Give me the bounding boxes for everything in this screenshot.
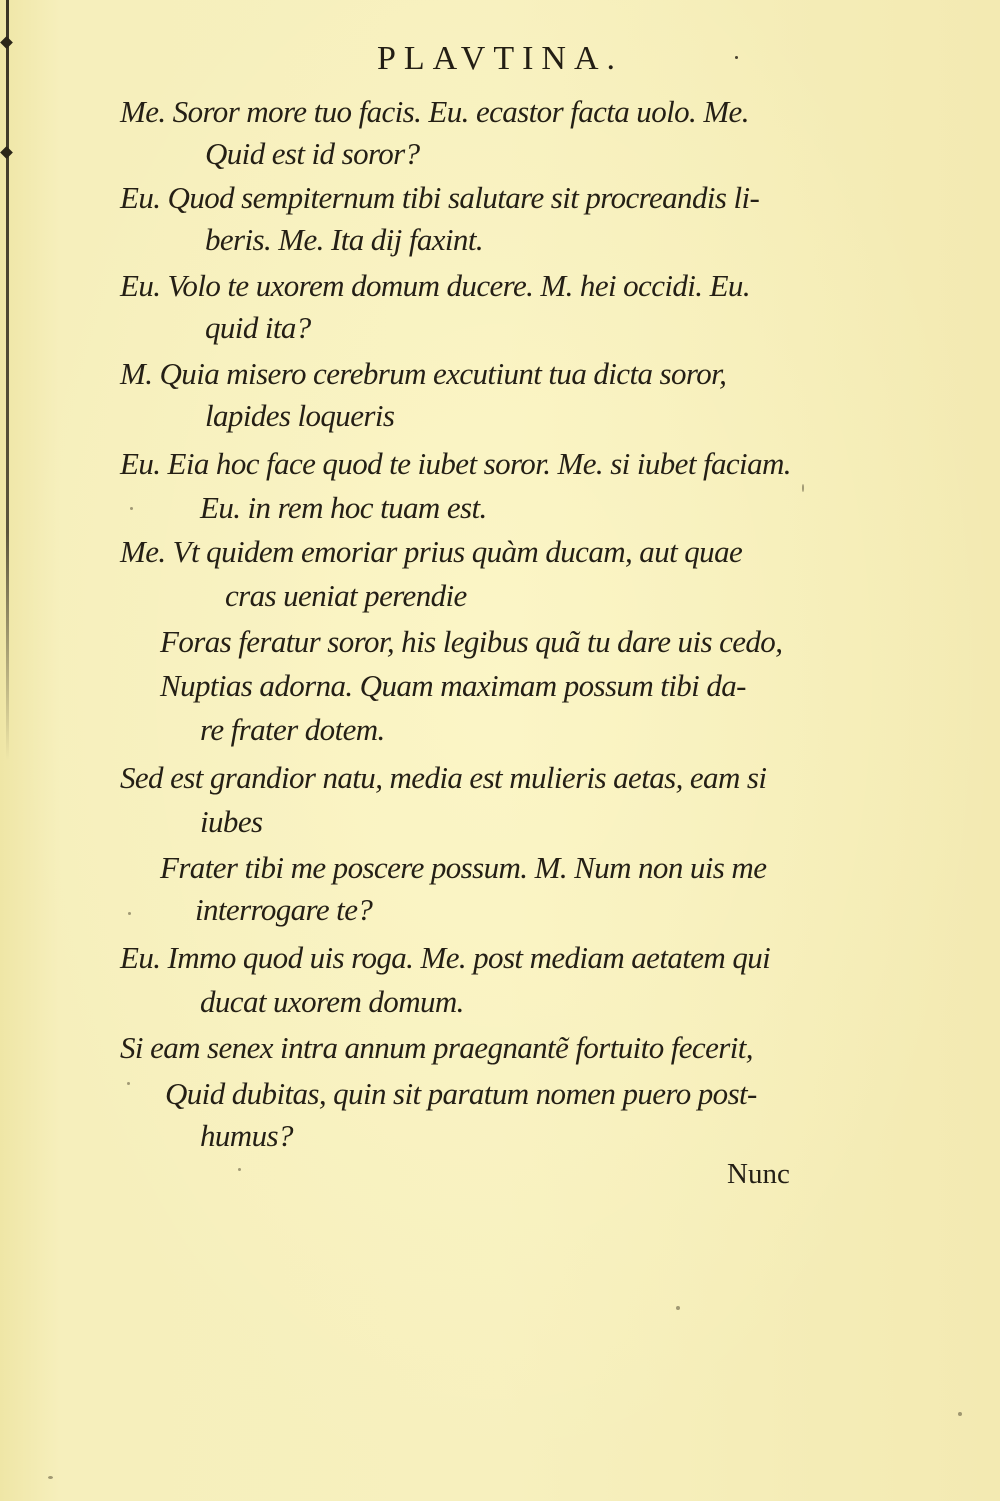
text-line: Eu. Volo te uxorem domum ducere. M. hei occidi. Eu. (120, 268, 750, 303)
binding-edge (6, 0, 9, 760)
text-line: Eu. Immo quod uis roga. Me. post mediam aetatem qui (120, 940, 771, 975)
text-line: Nuptias adorna. Quam maximam possum tibi da- (160, 668, 746, 703)
text-line: iubes (200, 804, 263, 839)
text-line: Me. Vt quidem emoriar prius quàm ducam, aut quae (120, 534, 743, 569)
text-line: Frater tibi me poscere possum. M. Num non uis me (160, 850, 767, 885)
ink-speck (958, 1412, 962, 1416)
text-line: Si eam senex intra annum praegnantẽ fortuito fecerit, (120, 1030, 753, 1065)
catchword: Nunc (727, 1158, 790, 1190)
ink-speck (48, 1476, 53, 1479)
ink-speck (127, 1082, 130, 1085)
text-line: beris. Me. Ita dij faxint. (205, 222, 483, 257)
text-line: Eu. Eia hoc face quod te iubet soror. Me. si iubet faciam. (120, 446, 791, 481)
ink-speck (802, 484, 804, 492)
text-line: lapides loqueris (205, 398, 395, 433)
ink-speck (735, 56, 738, 59)
running-header: PLAVTINA. (376, 40, 624, 77)
text-line: Quid dubitas, quin sit paratum nomen puero post- (165, 1076, 757, 1111)
ink-speck (130, 507, 133, 510)
text-line: Eu. Quod sempiternum tibi salutare sit procreandis li- (120, 180, 760, 215)
text-line: re frater dotem. (200, 712, 385, 747)
ink-speck (128, 912, 131, 915)
text-line: Foras feratur soror, his legibus quã tu dare uis cedo, (160, 624, 783, 659)
text-line: Sed est grandior natu, media est mulieris aetas, eam si (120, 760, 767, 795)
text-line: Me. Soror more tuo facis. Eu. ecastor facta uolo. Me. (120, 94, 749, 129)
text-line: Quid est id soror? (205, 136, 420, 171)
binding-mark (0, 146, 13, 159)
text-line: interrogare te? (195, 892, 373, 927)
text-line: Eu. in rem hoc tuam est. (200, 490, 487, 525)
text-line: ducat uxorem domum. (200, 984, 464, 1019)
text-line: cras ueniat perendie (225, 578, 467, 613)
ink-speck (238, 1168, 241, 1171)
text-line: quid ita? (205, 310, 311, 345)
text-line: M. Quia misero cerebrum excutiunt tua dicta soror, (120, 356, 727, 391)
ink-speck (676, 1306, 680, 1310)
text-line: humus? (200, 1118, 293, 1153)
